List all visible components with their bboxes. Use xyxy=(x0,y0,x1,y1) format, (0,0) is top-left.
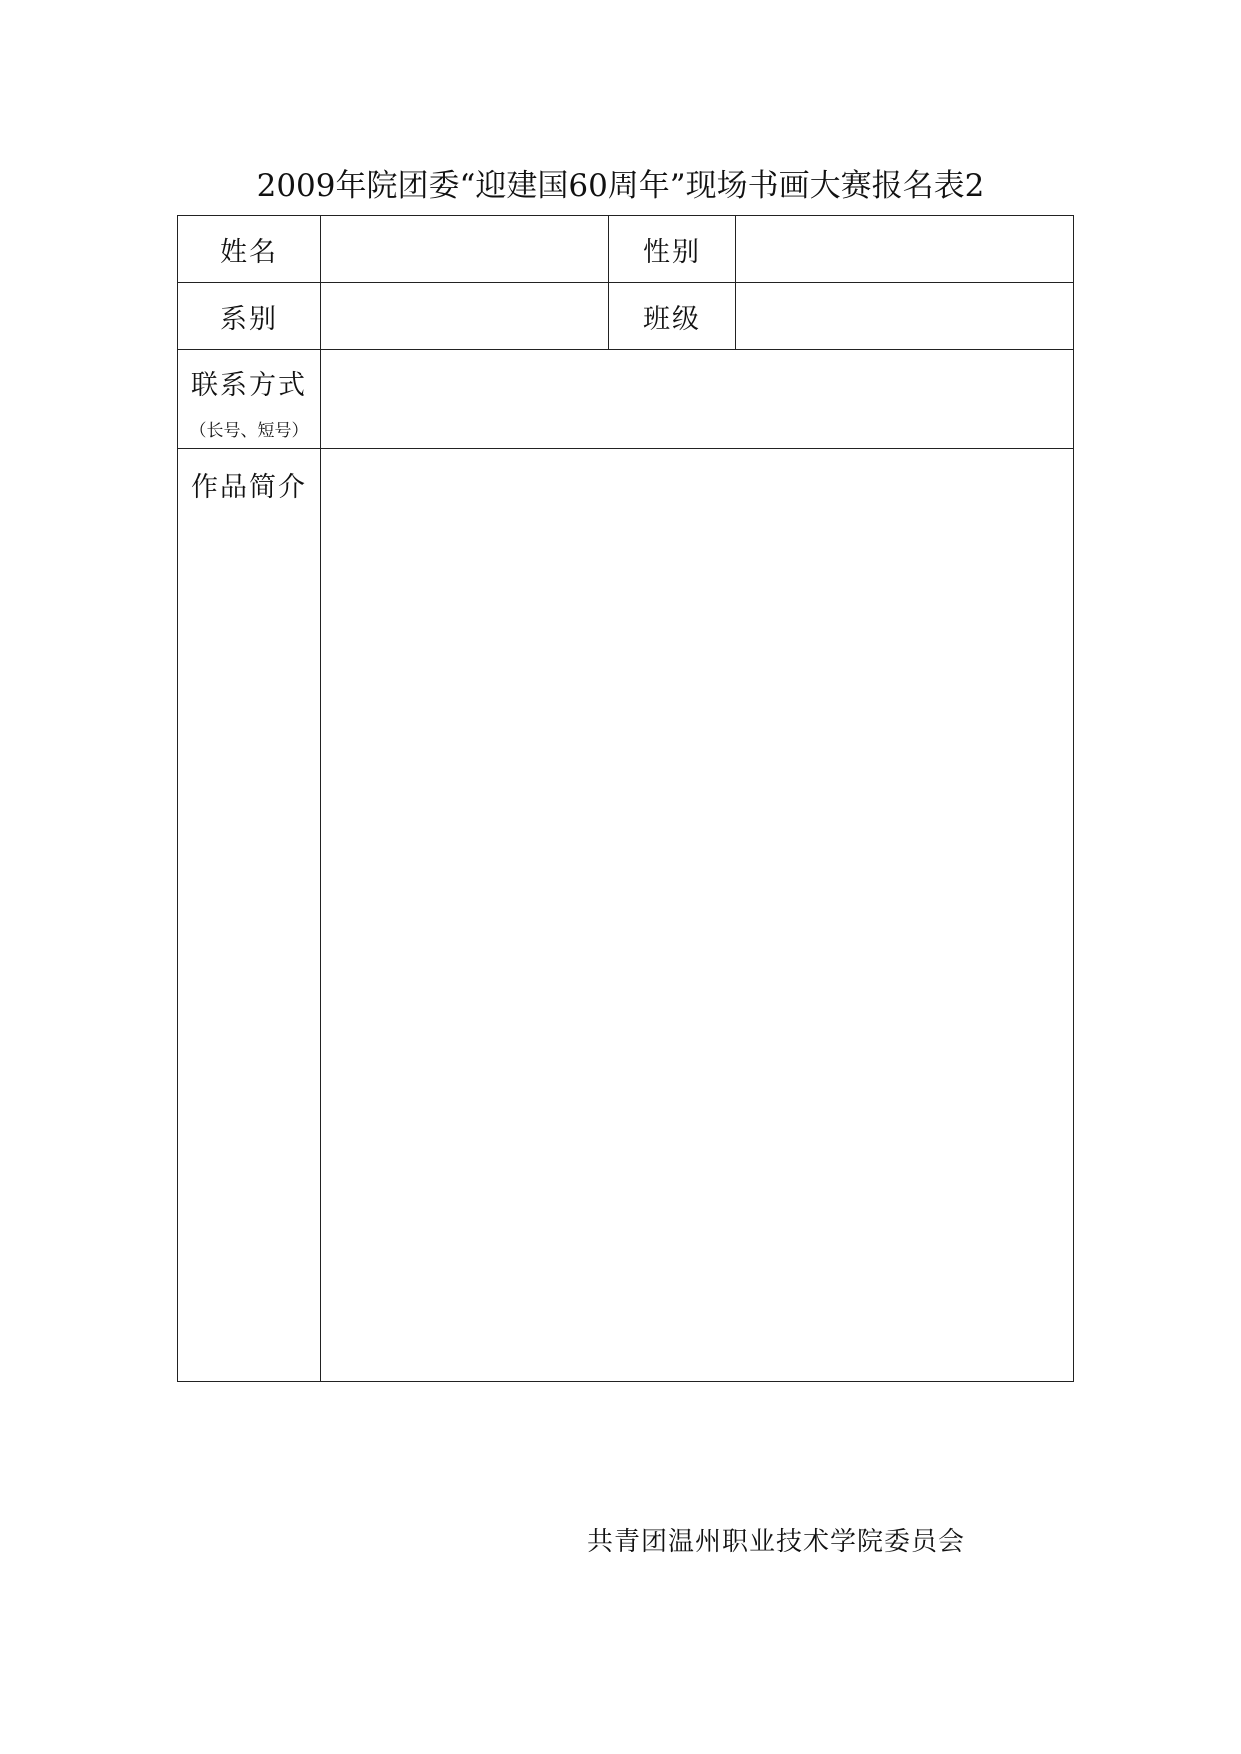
footer-organization: 共青团温州职业技术学院委员会 xyxy=(587,1527,966,1557)
intro-label: 作品简介 xyxy=(178,449,321,1382)
intro-field[interactable] xyxy=(321,449,1074,1382)
page-title: 2009年院团委“迎建国60周年”现场书画大赛报名表2 xyxy=(256,168,985,204)
contact-label-cell xyxy=(178,350,321,449)
registration-form-table xyxy=(177,215,1074,1382)
name-label: 姓名 xyxy=(178,216,321,283)
form-row-intro xyxy=(178,449,1074,1382)
class-field[interactable] xyxy=(736,283,1074,350)
form-row-department-class xyxy=(178,283,1074,350)
class-label: 班级 xyxy=(609,283,736,350)
contact-field[interactable] xyxy=(321,350,1074,449)
form-row-name-gender xyxy=(178,216,1074,283)
department-field[interactable] xyxy=(321,283,609,350)
gender-field[interactable] xyxy=(736,216,1074,283)
name-field[interactable] xyxy=(321,216,609,283)
contact-label: 联系方式 xyxy=(191,370,307,401)
gender-label: 性别 xyxy=(609,216,736,283)
department-label: 系别 xyxy=(178,283,321,350)
contact-sub-label: （长号、短号） xyxy=(189,421,309,441)
form-row-contact xyxy=(178,350,1074,449)
